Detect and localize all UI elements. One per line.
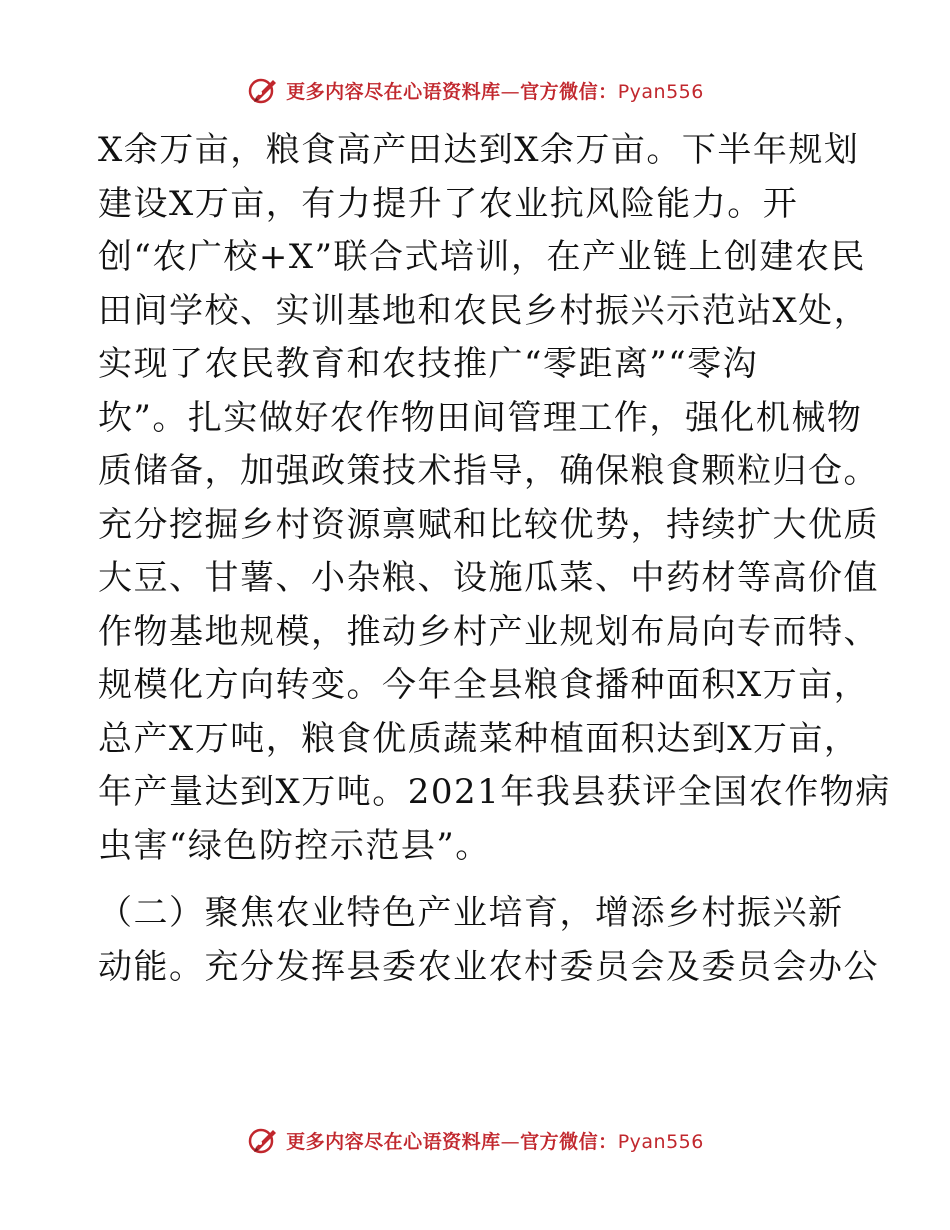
body-line: 坎”。扎实做好农作物田间管理工作，强化机械物 — [98, 397, 863, 438]
body-line: 总产X万吨，粮食优质蔬菜种植面积达到X万亩， — [98, 718, 860, 759]
header-watermark-text: 更多内容尽在心语资料库—官方微信：Pyan556 — [286, 80, 704, 103]
document-body — [98, 124, 891, 994]
body-line: 建设X万亩，有力提升了农业抗风险能力。开 — [98, 183, 799, 224]
header-watermark-banner — [0, 70, 950, 110]
body-line: 虫害“绿色防控示范县”。 — [98, 825, 491, 866]
pen-logo-icon — [246, 73, 280, 107]
footer-watermark-banner — [0, 1120, 950, 1160]
body-line: 年产量达到X万吨。2021年我县获评全国农作物病 — [98, 772, 891, 812]
body-line: 作物基地规模，推动乡村产业规划布局向专而特、 — [98, 611, 879, 652]
body-line: X余万亩，粮食高产田达到X余万亩。下半年规划 — [98, 130, 860, 170]
footer-watermark-text: 更多内容尽在心语资料库—官方微信：Pyan556 — [286, 1130, 704, 1153]
body-line: 创“农广校+X”联合式培训，在产业链上创建农民 — [98, 237, 866, 277]
body-line: 实现了农民教育和农技推广“零距离”“零沟 — [98, 344, 759, 384]
body-line: 田间学校、实训基地和农民乡村振兴示范站X处， — [98, 290, 870, 331]
body-line: 质储备，加强政策技术指导，确保粮食颗粒归仓。 — [98, 451, 879, 491]
pen-logo-icon — [246, 1123, 280, 1157]
body-line: 大豆、甘薯、小杂粮、设施瓜菜、中药材等高价值 — [98, 558, 879, 598]
section-heading-line: （二）聚焦农业特色产业培育，增添乡村振兴新 — [98, 893, 844, 933]
section-body-line: 动能。充分发挥县委农业农村委员会及委员会办公 — [98, 946, 879, 987]
body-line: 规模化方向转变。今年全县粮食播种面积X万亩， — [98, 665, 870, 705]
body-line: 充分挖掘乡村资源禀赋和比较优势，持续扩大优质 — [98, 504, 879, 545]
